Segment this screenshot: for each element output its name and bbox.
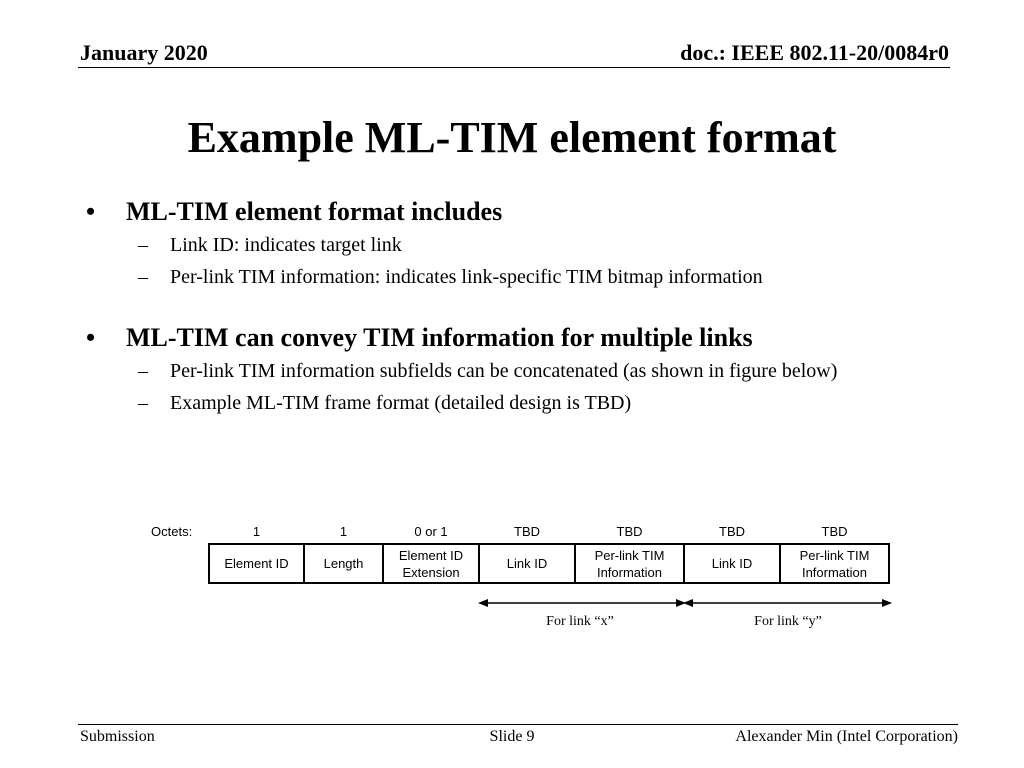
footer-author: Alexander Min (Intel Corporation): [735, 728, 958, 745]
octets-link-id-x: TBD: [514, 524, 540, 539]
field-per-link-tim-y: Per-link TIM Information: [779, 543, 890, 584]
footer-slide-number: Slide 9: [489, 728, 535, 745]
link-x-label: For link “x”: [546, 614, 614, 629]
dash-icon: –: [138, 360, 148, 382]
octets-element-id: 1: [252, 524, 261, 539]
octets-element-id-extension: 0 or 1: [414, 524, 448, 539]
octets-label: Octets:: [151, 524, 193, 539]
sub-bullet-1-2-text: Per-link TIM information: indicates link-specific TIM bitmap information: [170, 266, 763, 288]
octets-per-link-tim-x: TBD: [616, 524, 643, 539]
dash-icon: –: [138, 392, 148, 414]
field-element-id: Element ID: [208, 543, 305, 584]
field-length: Length: [303, 543, 384, 584]
field-link-id-y: Link ID: [683, 543, 781, 584]
header-doc-id: doc.: IEEE 802.11-20/0084r0: [680, 40, 949, 65]
header-date: January 2020: [80, 40, 208, 65]
footer-divider: [78, 724, 958, 725]
field-element-id-extension: Element ID Extension: [382, 543, 480, 584]
dash-icon: –: [138, 266, 148, 288]
bullet-1-text: ML-TIM element format includes: [126, 197, 503, 226]
bullet-dot-icon: •: [86, 323, 96, 352]
link-y-label: For link “y”: [754, 614, 822, 629]
footer-submission: Submission: [80, 728, 155, 745]
octets-link-id-y: TBD: [719, 524, 745, 539]
dash-icon: –: [138, 234, 148, 256]
sub-bullet-2-2-text: Example ML-TIM frame format (detailed design is TBD): [170, 392, 632, 414]
bullet-2-text: ML-TIM can convey TIM information for multiple links: [126, 323, 753, 352]
octets-per-link-tim-y: TBD: [821, 524, 848, 539]
field-per-link-tim-x: Per-link TIM Information: [574, 543, 685, 584]
bullet-dot-icon: •: [86, 197, 96, 226]
sub-bullet-2-1-text: Per-link TIM information subfields can be concatenated (as shown in figure below): [170, 360, 838, 382]
octets-length: 1: [339, 524, 348, 539]
sub-bullet-1-1-text: Link ID: indicates target link: [170, 234, 402, 256]
slide-title: Example ML-TIM element format: [187, 113, 837, 162]
link-x-span-arrow: [478, 599, 686, 607]
field-link-id-x: Link ID: [478, 543, 576, 584]
link-y-span-arrow: [683, 599, 892, 607]
